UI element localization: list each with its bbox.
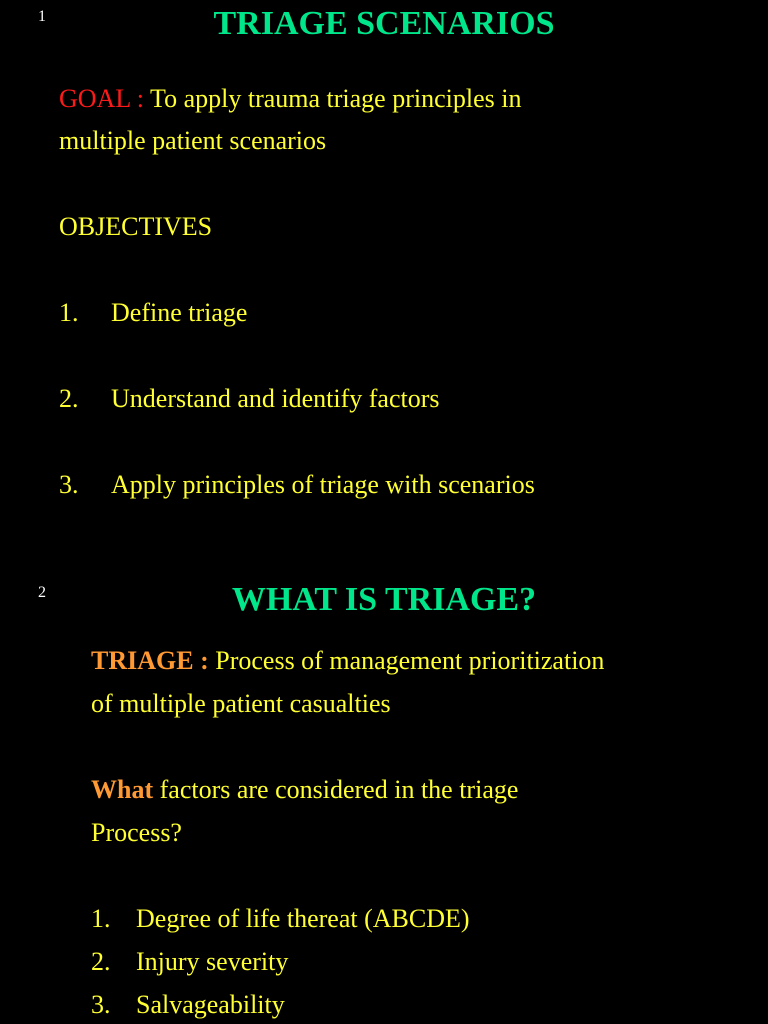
what-label: What [91, 775, 154, 804]
question-text-1: factors are considered in the triage [153, 775, 519, 804]
slide-title: WHAT IS TRIAGE? [231, 581, 537, 618]
factor-number: 2. [91, 947, 111, 976]
slide-number: 2 [38, 584, 46, 601]
objective-number: 2. [59, 384, 79, 413]
triage-definition-line-2: of multiple patient casualties [91, 689, 391, 718]
goal-line-1 [59, 84, 521, 114]
objective-item [59, 298, 247, 328]
factor-item [91, 904, 470, 934]
factor-text: Salvageability [136, 990, 285, 1019]
objective-text: Apply principles of triage with scenarios [111, 470, 535, 499]
objective-number: 1. [59, 298, 79, 327]
objective-text: Define triage [111, 298, 248, 327]
slide-title: TRIAGE SCENARIOS [213, 5, 555, 42]
factor-item [91, 947, 288, 977]
goal-line-2: multiple patient scenarios [59, 126, 327, 155]
slide-2 [0, 560, 768, 1024]
objectives-heading: OBJECTIVES [59, 212, 213, 241]
factor-text: Degree of life thereat (ABCDE) [136, 904, 470, 933]
factor-text: Injury severity [136, 947, 289, 976]
objective-item [59, 384, 440, 414]
objective-text: Understand and identify factors [111, 384, 440, 413]
triage-label: TRIAGE : [91, 646, 209, 675]
objective-number: 3. [59, 470, 79, 499]
goal-label: GOAL : [59, 84, 144, 113]
factor-number: 1. [91, 904, 111, 933]
factor-item [91, 990, 285, 1020]
triage-definition-line-1 [91, 646, 604, 676]
triage-text-1: Process of management prioritization [208, 646, 605, 675]
factor-number: 3. [91, 990, 111, 1019]
slide-number: 1 [38, 8, 46, 25]
question-line-2: Process? [91, 818, 182, 847]
question-line-1 [91, 775, 518, 805]
objective-item [59, 470, 535, 500]
goal-text-1: To apply trauma triage principles in [143, 84, 522, 113]
